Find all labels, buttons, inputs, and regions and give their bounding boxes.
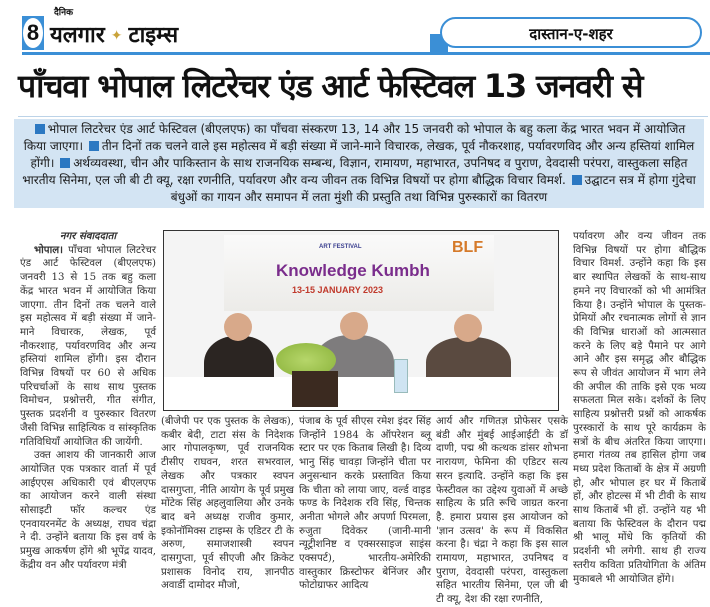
byline: नगर संवाददाता [59, 230, 117, 242]
summary-point: उद्घाटन सत्र में होगा गुंदेचा बंधुओं का गायन और समापन में लता मुंशी की प्रस्तुति तथा विभिन्न पुरुस्कारों का वितरण [170, 173, 696, 204]
summary-box [14, 119, 704, 208]
banner-dates: 13-15 JANUARY 2023 [292, 285, 384, 295]
article-column-1 [20, 230, 156, 573]
summary-point: अर्थव्यवस्था, चीन और पाकिस्तान के साथ राजनयिक सम्बन्ध, विज्ञान, रामायण, महाभारत, उपनिषद व पुराण, देवदासी परंपरा, वास्तुकला सहित भारतीय सिनेमा, एल जी बी टी क्यू, रक्षा रणनीति, पर्यावरण और वन्य जीवन तक विभिन्न विषयों पर होगा बौद्धिक विचार विमर्श. [22, 156, 688, 187]
section-label: दास्तान-ए-शहर [440, 17, 702, 48]
table [164, 377, 559, 411]
bullet-square-icon [35, 124, 45, 134]
article-paragraph: उक्त आशय की जानकारी आज आयोजित एक पत्रकार वार्ता में पूर्व आईएएस अधिकारी एवं बीएलएफ का आयोजन करने वाली संस्था सोसाइटी फॉर कल्चर एंड एनवायरनमेंट के अध्यक्ष, राघव चंद्रा ने दी. उन्होंने बताया कि इस वर्ष के प्रमुख आकर्षण होंगे श्री भूपेंद्र यादव, केंद्रीय वन और पर्यावरण मंत्री [20, 450, 156, 571]
logo-second-text: टाइम्स [128, 23, 179, 48]
banner-festival-text: ART FESTIVAL [319, 244, 362, 250]
plant-pot [292, 371, 338, 407]
festival-banner [224, 235, 494, 311]
person-left-head [224, 313, 252, 341]
water-bottle [394, 359, 408, 393]
banner-logo: BLF [452, 239, 484, 256]
headline-rule [18, 116, 708, 117]
article-column-3: पंजाब के पूर्व सीएस रमेश इंदर सिंह जिन्होंने 1984 के ऑपरेशन ब्लू स्टार पर एक किताब लिखी है। दिव्य भानु सिंह चावड़ा जिन्होंने चीता पर अनुसन्धान करके प्रस्तावित किया कि चीता को लाया जाए, वर्ल्ड वाइड फण्ड के निदेशक रवि सिंह, चिन्तक अनीता भोगले और अपर्णा पिरमला, रुजुता दिवेकर (जानी-मानी न्यूट्रीशनिष्ट व एक्सरसाइज साइंस एक्सपर्ट), भारतीय-अमेरिकी वास्तुकार क्रिस्टोफर बेनिंजर और फोटोग्राफर आदित्य [299, 416, 431, 592]
page-number-badge [22, 16, 44, 50]
bullet-square-icon [60, 158, 70, 168]
logo-main-text: यलगार [50, 23, 105, 48]
summary-point: तीन दिनों तक चलने वाले इस महोत्सव में बड़ी संख्या में जाने-माने विचारक, लेखक, पूर्व नौकरशाह, पर्यावरणविद और अन्य हस्तियां शामिल होंगी। [30, 139, 695, 170]
person-center-head [340, 312, 368, 340]
newspaper-logo [50, 8, 380, 52]
article-paragraph: पाँचवा भोपाल लिटरेचर एंड आर्ट फेस्टिवल (बीएलएफ) जनवरी 13 से 15 तक बहु कला केंद्र भारत भवन में आयोजित किया जाएगा. तीन दिनों तक चलने वाले इस महोत्सव में बड़ी संख्या में जाने-माने विचारक, लेखक, पूर्व नौकरशाह, पर्यावरणविद और अन्य हस्तियां शामिल होंगी। इस दौरान विभिन्न विषयों पर 60 से अधिक परिचर्चाओं के साथ साथ पुस्तक विमोचन, प्रश्नोत्तरी, गीत संगीत, पुस्तक प्रदर्शनी व पुरुस्कार वितरण जैसी विभिन्न साहित्यिक व सांस्कृतिक गतिविधियाँ आयोजित की जायेंगी. [20, 244, 156, 448]
bullet-square-icon [89, 141, 99, 151]
person-right-head [454, 314, 482, 342]
article-column-2: (बीजेपी पर एक पुस्तक के लेखक), कबीर बेदी, टाटा संस के निदेशक आर गोपालकृष्ण, पूर्व राजनयिक टीसीए राघवन, शरत सभरवाल, लेखक और पत्रकार स्वपन दासगुप्ता, नीति आयोग के पूर्व प्रमुख मोंटेक सिंह अहलुवालिया और उनके बाद बने अध्यक्ष राजीव कुमार, इकोनॉमिक्स टाइम्स के एडिटर टी के अरुण, समाजशास्त्री स्वपन दासगुप्ता, पूर्व सीएजी और क्रिकेट प्रशासक विनोद राय, ज्ञानपीठ अवार्डी दामोदर मौजो, [161, 416, 294, 592]
banner-title: Knowledge Kumbh [276, 261, 430, 280]
header-rule [22, 52, 710, 55]
page-number: 8 [23, 18, 43, 48]
headline: पाँचवा भोपाल लिटरेचर एंड आर्ट फेस्टिवल 13 जनवरी से [18, 67, 643, 105]
event-photo [163, 230, 559, 411]
article-column-5: पर्यावरण और वन्य जीवन तक विभिन्न विषयों पर होगा बौद्धिक विचार विमर्श. उन्होंने कहा कि इस बार स्थापित लेखकों के साथ-साथ हमने नए विचारकों को भी आमंत्रित किया है। उन्होंने भोपाल के पुस्तक-प्रेमियों और रचनात्मक लोगों से ज्ञान की विभिन्न धाराओं को आत्मसात करने के लिए बड़े पैमाने पर आगे आने और इस समृद्ध और बौद्धिक रूप से जीवंत आयोजन में भाग लेने की अपील की ताकि इसे एक भव्य सफलता मिल सके। दर्शकों के लिए साहित्य प्रश्नोत्तरी प्रश्नों को आकर्षक पुरस्कारों के साथ पूरे कार्यक्रम के सत्रों के बीच अंतरित किया जाएगा। हमारा गंतव्य तब हासिल होगा जब मध्य प्रदेश किताबों के क्षेत्र में अग्रणी हो, और भोपाल हर घर में किताबें हों, और होटल्स में भी टीवी के साथ साथ किताबें भी हों. उन्होंने यह भी बताया कि फेस्टिवल के दौरान पद्म श्री भालू मोंधे कि कृतियों की प्रदर्शनी भी लगेगी. साथ ही राज्य स्तरीय कविता प्रतियोगिता के अंतिम मुकाबले भी आयोजित होंगे। [573, 231, 706, 585]
logo-star-icon: ✦ [110, 28, 123, 44]
summary-point: भोपाल लिटरेचर एंड आर्ट फेस्टिवल (बीएलएफ) का पाँचवा संस्करण 13, 14 और 15 जनवरी को भोपाल के बहु कला केंद्र भारत भवन में आयोजित किया जाएगा। [23, 122, 686, 153]
article-column-4: आर्य और गणितज्ञ प्रोफेसर एसके बंडी और मुंबई आईआईटी के डॉ दाणी, पद्म श्री कत्थक डांसर शोभना नारायण, फेमिना की एडिटर सत्य सरन इत्यादि. उन्होंने कहा कि इस फेस्टीवल का उद्देश्य युवाओं में अच्छे साहित्य के प्रति रूचि जाग्रत करना है. हमारा प्रयास इस आयोजन को 'ज्ञान उत्सव' के रूप में विकसित करना है। चंद्रा ने कहा कि इस साल रामायण, महाभारत, उपनिषद व पुराण, देवदासी परंपरा, वास्तुकला सहित भारतीय सिनेमा, एल जी बी टी क्यू, देश की रक्षा रणनीति, [436, 416, 568, 606]
dateline: भोपाल। [34, 243, 63, 256]
logo-small-text: दैनिक [54, 8, 74, 18]
bullet-square-icon [572, 175, 582, 185]
